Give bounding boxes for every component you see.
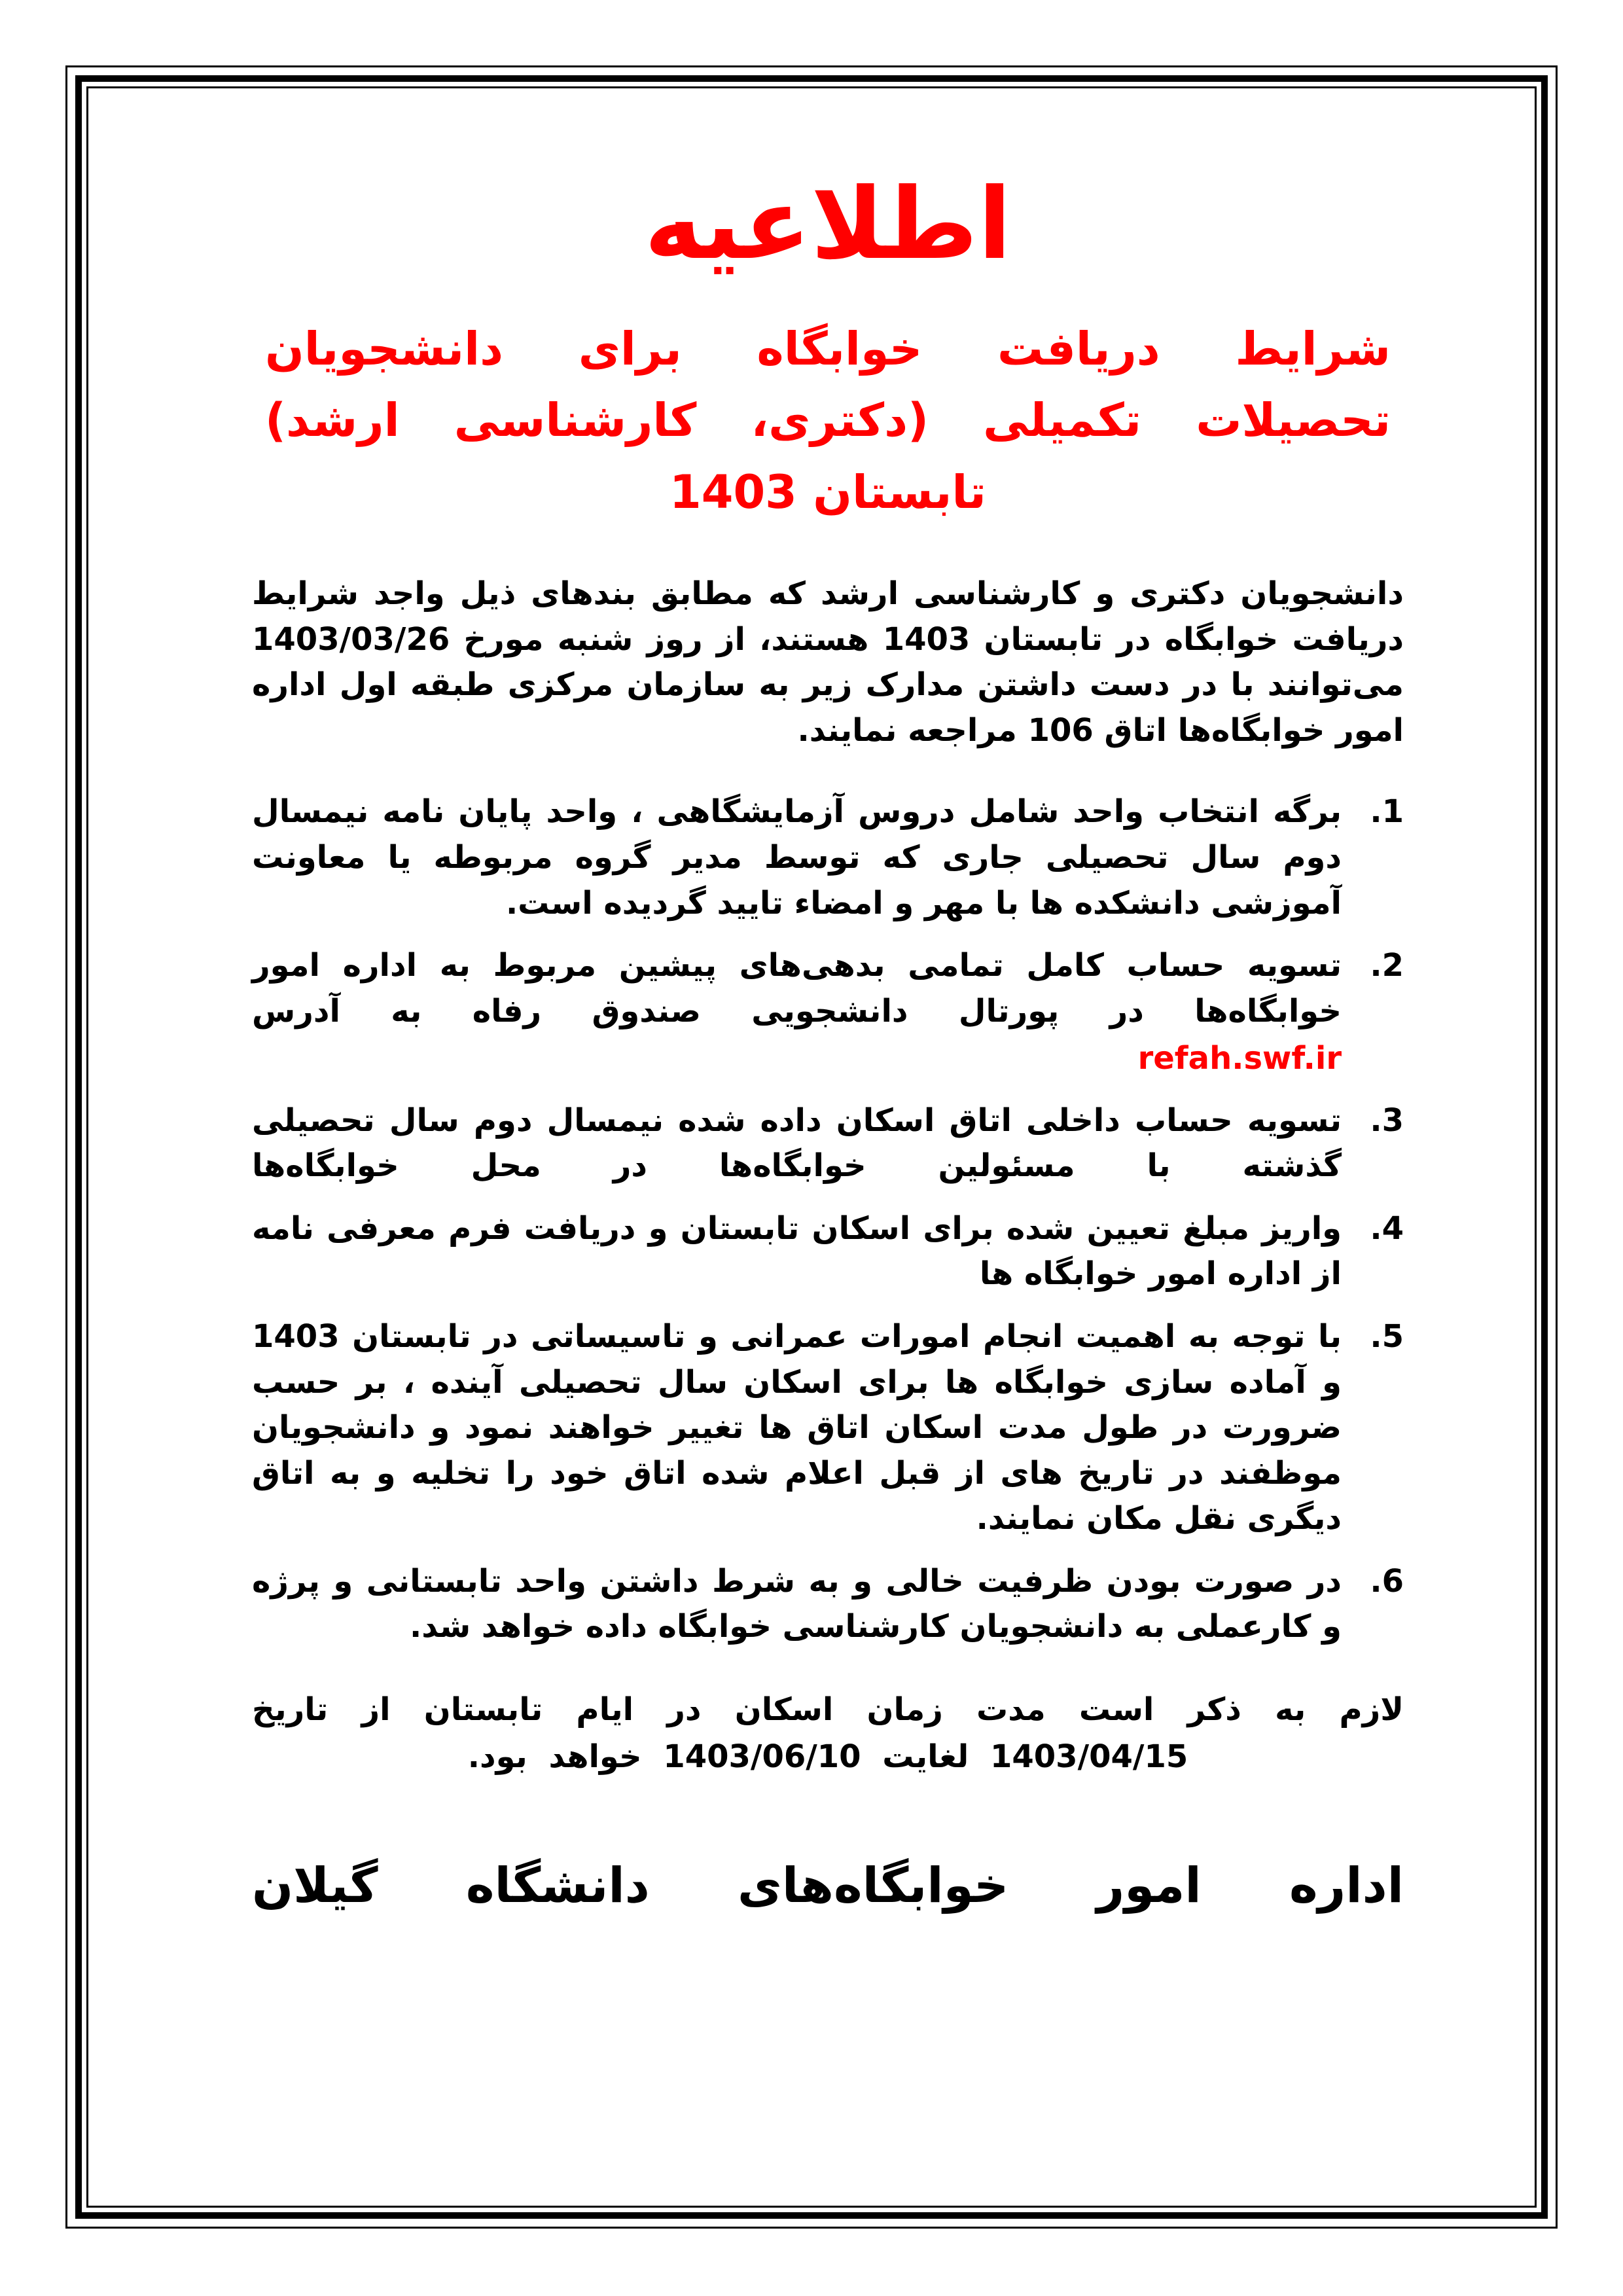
subtitle-line-1: شرایط دریافت خوابگاه برای دانشجویان: [265, 321, 1391, 376]
subtitle-line-3: تابستان 1403: [669, 465, 986, 519]
item-text-6: در صورت بودن ظرفیت خالی و به شرط داشتن واحد تابستانی و پرژه و کارعملی به دانشجویان کارشناسی خوابگاه داده خواهد شد.: [252, 1562, 1342, 1645]
item-text-4: واریز مبلغ تعیین شده برای اسکان تابستان و دریافت فرم معرفی نامه از اداره امور خوابگاه ها: [252, 1210, 1342, 1293]
notice-subtitle: [265, 316, 1391, 526]
intro-paragraph: دانشجویان دکتری و کارشناسی ارشد که مطابق بندهای ذیل واجد شرایط دریافت خوابگاه در تابستان 1403 هستند، از روز شنبه مورخ 1403/03/26 می‌توانند با در دست داشتن مدارک زیر به سازمان مرکزی طبقه اول اداره امور خوابگاه‌ها اتاق 106 مراجعه نمایند.: [252, 575, 1404, 749]
notice-content: [88, 88, 1535, 2206]
item-number-1: 1.: [1370, 793, 1404, 831]
item-text-3: تسویه حساب داخلی اتاق اسکان داده شده نیمسال دوم سال تحصیلی گذشته با مسئولین خوابگاه‌ها در محل خوابگاه‌ها: [252, 1102, 1342, 1185]
item-number-4: 4.: [1370, 1210, 1404, 1247]
page-border-inner: [86, 86, 1537, 2208]
note-paragraph: لازم به ذکر است مدت زمان اسکان در ایام تابستان از تاریخ 1403/04/15 لغایت 1403/06/10 خواهد بود.: [252, 1691, 1404, 1776]
requirements-list: [252, 789, 1404, 1650]
list-item-6: [252, 1559, 1404, 1650]
subtitle-line-2: تحصیلات تکمیلی (دکتری، کارشناسی ارشد): [265, 393, 1391, 447]
list-item-2: [252, 943, 1404, 1081]
page-border-outer: [65, 65, 1558, 2229]
item-number-3: 3.: [1370, 1102, 1404, 1139]
notice-title: اطلاعیه: [644, 168, 1012, 281]
item-text-2: تسویه حساب کامل تمامی بدهی‌های پیشین مربوط به اداره امور خوابگاه‌ها در پورتال دانشجویی صندوق رفاه به آدرس: [252, 947, 1342, 1030]
item-number-5: 5.: [1370, 1318, 1404, 1355]
list-item-5: [252, 1314, 1404, 1542]
item-number-6: 6.: [1370, 1562, 1404, 1600]
page-border-middle: [75, 75, 1548, 2219]
item-number-2: 2.: [1370, 947, 1404, 984]
list-item-3: [252, 1098, 1404, 1189]
footer-signature: اداره امور خوابگاه‌های دانشگاه گیلان: [252, 1857, 1404, 1914]
list-item-4: [252, 1206, 1404, 1297]
refah-portal-link[interactable]: refah.swf.ir: [1137, 1040, 1342, 1077]
item-text-1: برگه انتخاب واحد شامل دروس آزمایشگاهی ، واحد پایان نامه نیمسال دوم سال تحصیلی جاری که توسط مدیر گروه مربوطه یا معاونت آموزشی دانشکده ها با مهر و امضاء تایید گردیده است.: [252, 793, 1342, 922]
item-text-5: با توجه به اهمیت انجام امورات عمرانی و تاسیساتی در تابستان 1403 و آماده سازی خوابگاه ها برای اسکان سال تحصیلی آینده ، بر حسب ضرورت در طول مدت اسکان اتاق ها تغییر خواهند نمود و دانشجویان موظفند در تاریخ های از قبل اعلام شده اتاق خود را تخلیه و به اتاق دیگری نقل مکان نمایند.: [252, 1318, 1342, 1537]
list-item-1: [252, 789, 1404, 926]
